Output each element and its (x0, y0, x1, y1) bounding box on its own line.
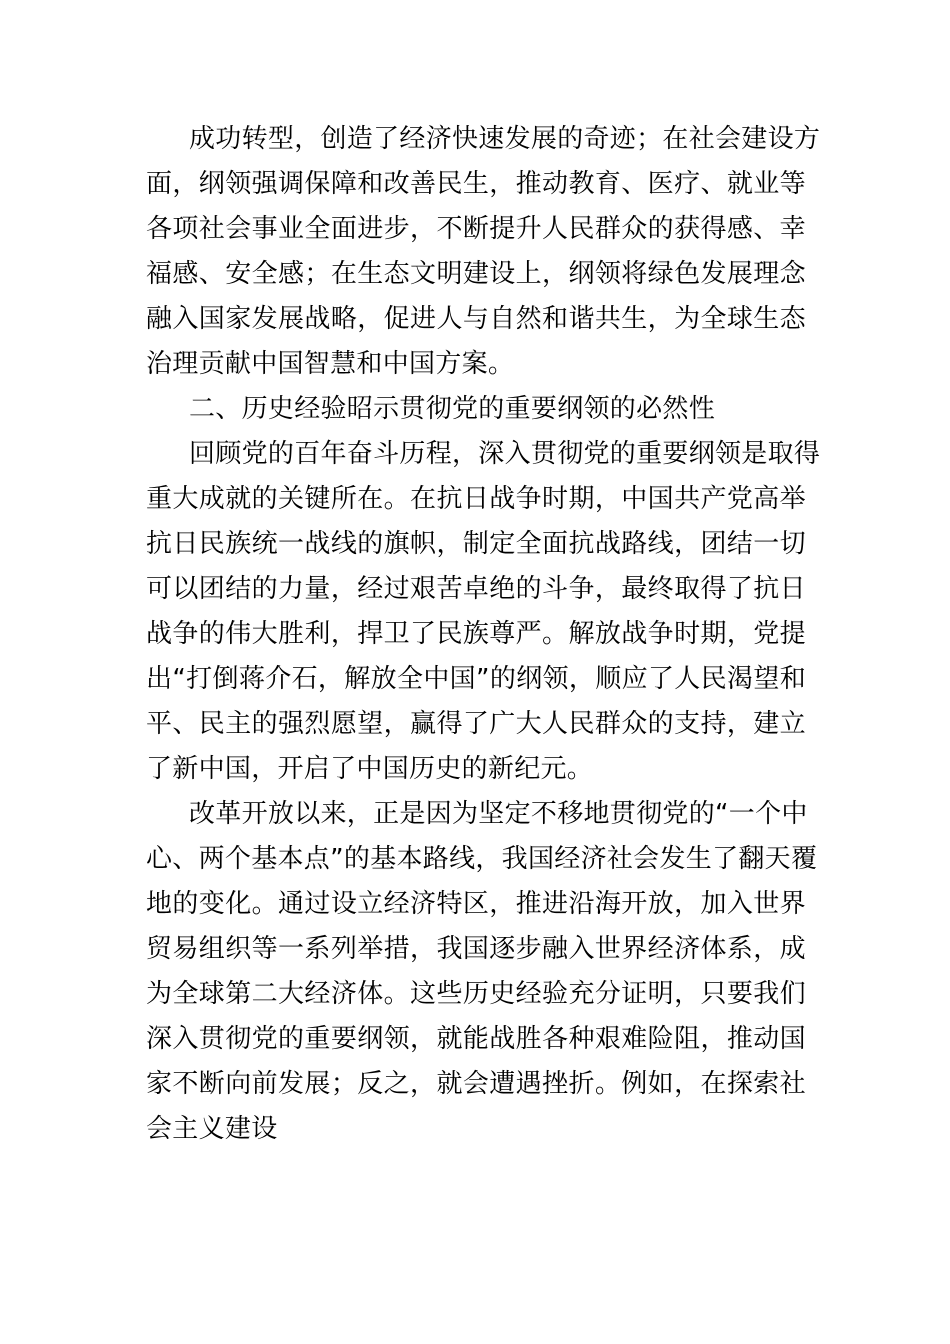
text-line: 地的变化。通过设立经济特区，推进沿海开放，加入世界 (146, 889, 806, 919)
text-line: 深入贯彻党的重要纲领，就能战胜各种艰难险阻，推动国 (146, 1024, 806, 1054)
text-line: 贸易组织等一系列举措，我国逐步融入世界经济体系，成 (146, 934, 806, 964)
text-line: 了新中国，开启了中国历史的新纪元。 (146, 754, 594, 784)
heading-text: 二、历史经验昭示贯彻党的重要纲领的必然性 (189, 394, 716, 424)
text-line: 面，纲领强调保障和改善民生，推动教育、医疗、就业等 (146, 169, 806, 199)
section-heading (146, 387, 806, 432)
text-line: 家不断向前发展；反之，就会遭遇挫折。例如，在探索社 (146, 1069, 806, 1099)
paragraph-continuation (146, 117, 821, 387)
paragraph-reform (146, 792, 818, 1152)
text-line: 可以团结的力量，经过艰苦卓绝的斗争，最终取得了抗日 (146, 574, 806, 604)
text-line: 会主义建设 (146, 1114, 278, 1144)
paragraph-history (146, 432, 821, 792)
text-line: 平、民主的强烈愿望，赢得了广大人民群众的支持，建立 (146, 709, 806, 739)
text-line: 成功转型，创造了经济快速发展的奇迹；在社会建设方 (189, 124, 821, 154)
text-line: 各项社会事业全面进步，不断提升人民群众的获得感、幸 (146, 214, 806, 244)
document-page (146, 117, 821, 1152)
text-line: 战争的伟大胜利，捍卫了民族尊严。解放战争时期，党提 (146, 619, 806, 649)
text-line: 回顾党的百年奋斗历程，深入贯彻党的重要纲领是取得 (189, 439, 821, 469)
text-line: 融入国家发展战略，促进人与自然和谐共生，为全球生态 (146, 304, 806, 334)
text-line: 抗日民族统一战线的旗帜，制定全面抗战路线，团结一切 (146, 529, 806, 559)
text-line: 福感、安全感；在生态文明建设上，纲领将绿色发展理念 (146, 259, 806, 289)
text-line: 出“打倒蒋介石，解放全中国”的纲领，顺应了人民渴望和 (146, 664, 806, 694)
text-line: 改革开放以来，正是因为坚定不移地贯彻党的“一个中 (189, 799, 808, 829)
text-line: 为全球第二大经济体。这些历史经验充分证明，只要我们 (146, 979, 806, 1009)
text-line: 心、两个基本点”的基本路线，我国经济社会发生了翻天覆 (146, 844, 818, 874)
text-line: 重大成就的关键所在。在抗日战争时期，中国共产党高举 (146, 484, 806, 514)
text-line: 治理贡献中国智慧和中国方案。 (146, 349, 515, 379)
